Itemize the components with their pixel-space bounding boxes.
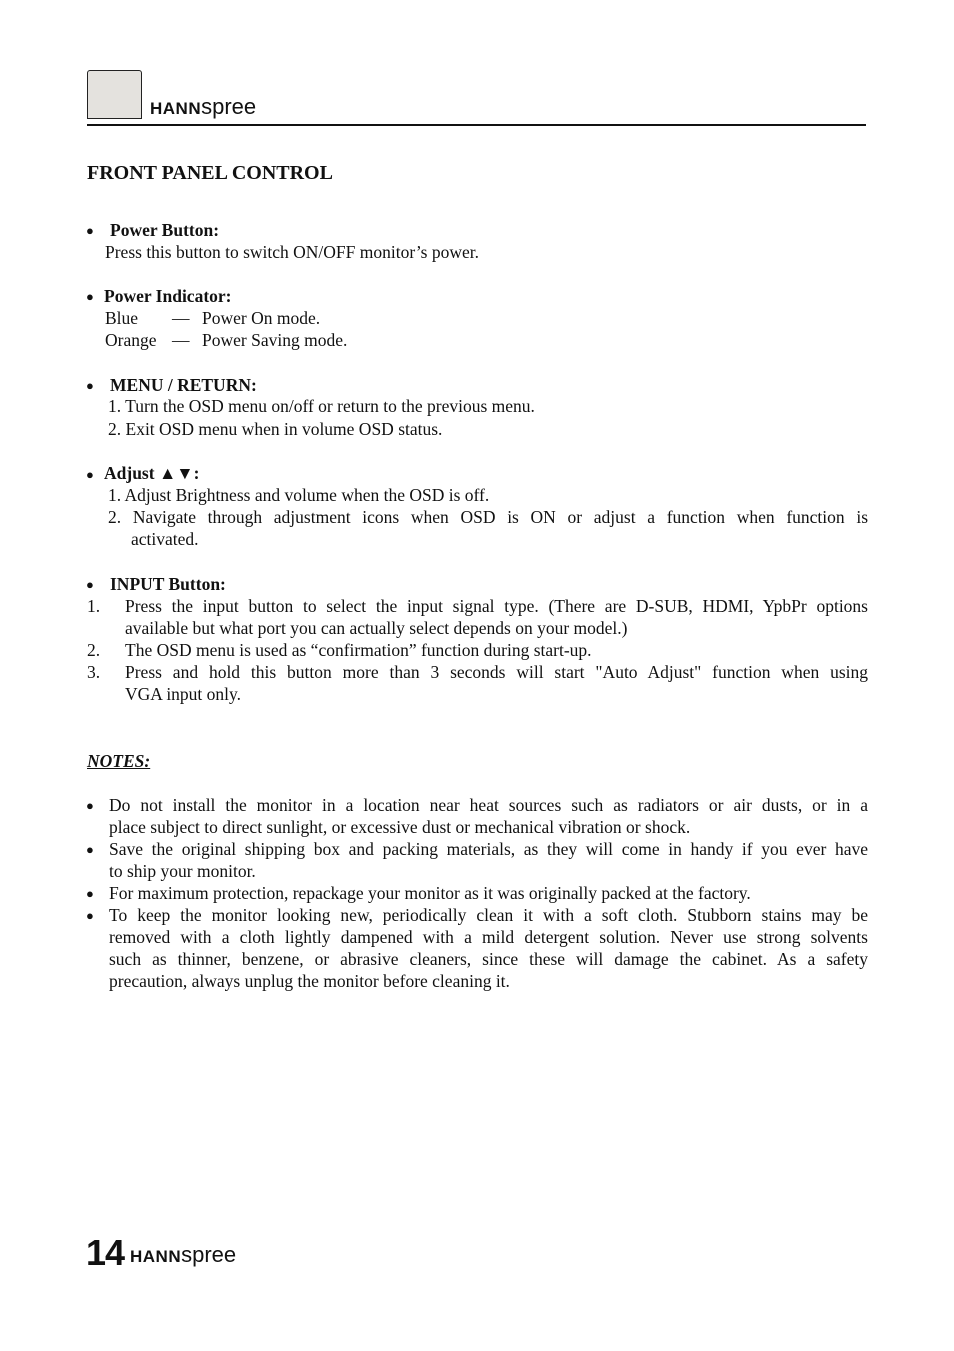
input-item: The OSD menu is used as “confirmation” function during start-up. — [125, 640, 592, 660]
note-line: such as thinner, benzene, or abrasive cleaners, since these will damage the cabinet. As a safety — [109, 949, 868, 969]
input-item-continuation: available but what port you can actually select depends on your model.) — [125, 618, 628, 638]
note-line: removed with a cloth lightly dampened with a mild detergent solution. Never use strong solvents — [109, 927, 868, 947]
bullet-icon: ● — [86, 798, 94, 813]
note-line: Save the original shipping box and packing materials, as they will come in handy if you ever have — [109, 839, 868, 859]
adjust-item: 2. Navigate through adjustment icons when OSD is ON or adjust a function when function is — [108, 507, 868, 527]
bullet-icon: ● — [86, 842, 94, 857]
indicator-color-orange: Orange — [105, 330, 157, 350]
indicator-dash: — — [172, 330, 190, 350]
header-tab-graphic — [87, 70, 142, 119]
input-item: Press and hold this button more than 3 seconds will start "Auto Adjust" function when using — [125, 662, 868, 682]
bullet-icon: ● — [86, 886, 94, 901]
indicator-color-blue: Blue — [105, 308, 139, 328]
menu-return-heading: MENU / RETURN: — [110, 375, 257, 395]
bullet-icon: ● — [86, 467, 94, 482]
input-item-number: 1. — [87, 596, 101, 616]
power-button-text: Press this button to switch ON/OFF monitor’s power. — [105, 242, 480, 262]
adjust-item: 1. Adjust Brightness and volume when the OSD is off. — [108, 485, 490, 505]
input-item-continuation: VGA input only. — [125, 684, 242, 704]
note-line: precaution, always unplug the monitor before cleaning it. — [109, 971, 510, 991]
indicator-dash: — — [172, 308, 190, 328]
input-item-number: 2. — [87, 640, 101, 660]
menu-return-item: 1. Turn the OSD menu on/off or return to the previous menu. — [108, 396, 535, 416]
bullet-icon: ● — [86, 289, 94, 304]
header-logo: HANNspree — [150, 94, 257, 119]
header-rule — [87, 124, 866, 126]
power-indicator-heading: Power Indicator: — [104, 286, 232, 306]
adjust-item-continuation: activated. — [131, 529, 199, 549]
indicator-desc-orange: Power Saving mode. — [202, 330, 348, 350]
indicator-desc-blue: Power On mode. — [202, 308, 321, 328]
menu-return-item: 2. Exit OSD menu when in volume OSD status. — [108, 419, 443, 439]
notes-heading: NOTES: — [87, 751, 151, 771]
note-line: For maximum protection, repackage your monitor as it was originally packed at the factory. — [109, 883, 751, 903]
input-item-number: 3. — [87, 662, 101, 682]
note-line: place subject to direct sunlight, or excessive dust or mechanical vibration or shock. — [109, 817, 691, 837]
adjust-heading: Adjust ▲▼: — [104, 463, 200, 483]
bullet-icon: ● — [86, 577, 94, 592]
page-title: FRONT PANEL CONTROL — [87, 162, 333, 184]
note-line: to ship your monitor. — [109, 861, 256, 881]
bullet-icon: ● — [86, 908, 94, 923]
note-line: To keep the monitor looking new, periodically clean it with a soft cloth. Stubborn stains may be — [109, 905, 868, 925]
footer-logo: HANNspree — [130, 1242, 237, 1267]
bullet-icon: ● — [86, 378, 94, 393]
note-line: Do not install the monitor in a location near heat sources such as radiators or air dusts, or in a — [109, 795, 868, 815]
page-number: 14 — [86, 1232, 125, 1273]
input-item: Press the input button to select the input signal type. (There are D-SUB, HDMI, YpbPr options — [125, 596, 868, 616]
bullet-icon: ● — [86, 223, 94, 238]
power-button-heading: Power Button: — [110, 220, 220, 240]
input-button-heading: INPUT Button: — [110, 574, 226, 594]
